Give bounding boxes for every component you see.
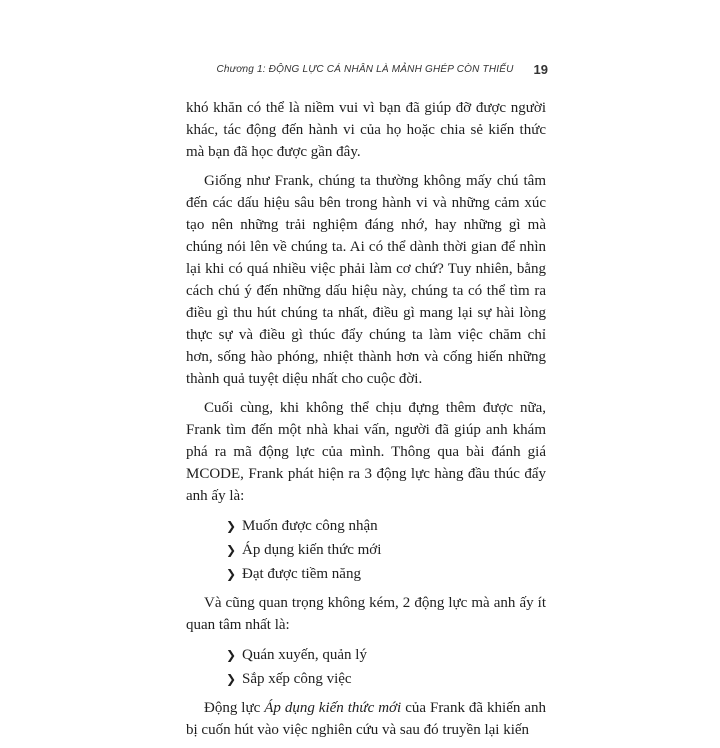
chevron-right-icon: ❯ bbox=[226, 672, 237, 686]
list-item: ❯ Đạt được tiềm năng bbox=[226, 562, 546, 586]
chevron-right-icon: ❯ bbox=[226, 648, 237, 662]
chapter-title: Chương 1: ĐỘNG LỰC CÁ NHÂN LÀ MẢNH GHÉP CÒN THIẾU bbox=[216, 64, 514, 75]
list-item: ❯ Áp dụng kiến thức mới bbox=[226, 538, 546, 562]
paragraph-5: Động lực Áp dụng kiến thức mới của Frank đã khiến anh bị cuốn hút vào việc nghiên cứu và sau đó truyền lại kiến bbox=[186, 700, 546, 738]
chevron-right-icon: ❯ bbox=[226, 567, 237, 581]
running-header bbox=[216, 62, 548, 77]
page-body bbox=[186, 97, 546, 748]
page-number: 19 bbox=[533, 62, 548, 77]
paragraph-3: Cuối cùng, khi không thể chịu đựng thêm được nữa, Frank tìm đến một nhà khai vấn, người đã giúp anh khám phá ra mã động lực của mình. Thông qua bài đánh giá MCODE, Frank phát hiện ra 3 động lực hàng đầu thúc đẩy anh ấy là: bbox=[186, 400, 546, 504]
chevron-right-icon: ❯ bbox=[226, 543, 237, 557]
chevron-right-icon: ❯ bbox=[226, 519, 237, 533]
paragraph-4: Và cũng quan trọng không kém, 2 động lực mà anh ấy ít quan tâm nhất là: bbox=[186, 595, 546, 633]
list-item: ❯ Muốn được công nhận bbox=[226, 514, 546, 538]
paragraph-1: khó khăn có thể là niềm vui vì bạn đã giúp đỡ được người khác, tác động đến hành vi của họ hoặc chia sẻ kiến thức mà bạn đã học được gần đây. bbox=[186, 100, 546, 160]
top-motivators-list bbox=[186, 514, 546, 586]
emphasis-text: Áp dụng kiến thức mới bbox=[264, 700, 402, 716]
least-motivators-list bbox=[186, 643, 546, 691]
list-item: ❯ Quán xuyến, quản lý bbox=[226, 643, 546, 667]
paragraph-2: Giống như Frank, chúng ta thường không mấy chú tâm đến các dấu hiệu sâu bên trong hành vi và những cảm xúc tạo nên những trải nghiệm đáng nhớ, hay những gì mà chúng nói lên về chúng ta. Ai có thể dành thời gian để nhìn lại khi có quá nhiều việc phải làm cơ chứ? Tuy nhiên, bằng cách chú ý đến những dấu hiệu này, chúng ta có thể tìm ra điều gì thu hút chúng ta nhất, điều gì mang lại sự hài lòng thực sự và điều gì thúc đẩy chúng ta làm việc chăm chỉ hơn, sống hào phóng, nhiệt thành hơn và cống hiến những thành quả tuyệt diệu nhất cho cuộc đời. bbox=[186, 173, 546, 387]
list-item: ❯ Sắp xếp công việc bbox=[226, 667, 546, 691]
